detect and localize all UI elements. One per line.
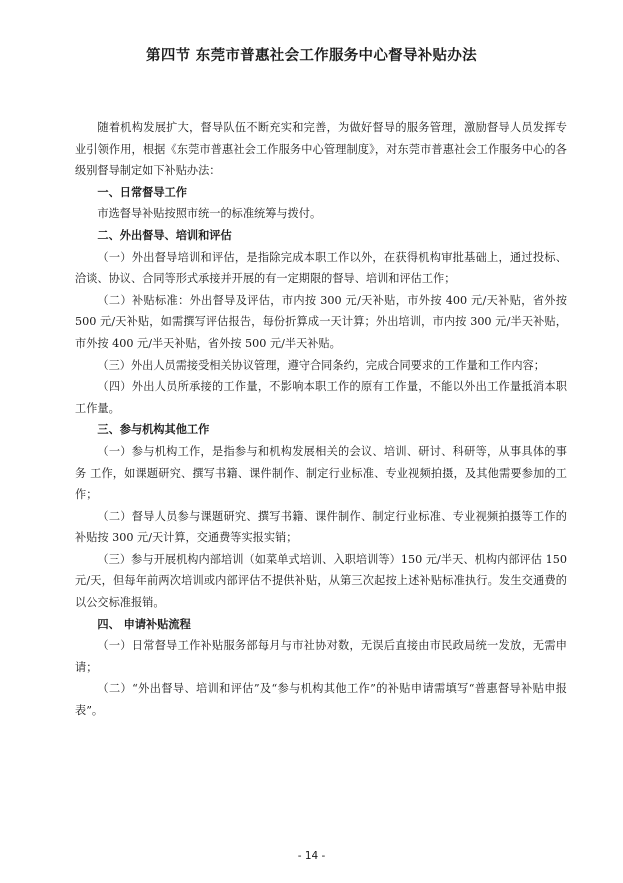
section-paragraph: （三）外出人员需接受相关协议管理，遵守合同条约，完成合同要求的工作量和工作内容； xyxy=(97,358,545,372)
section-heading: 三、参与机构其他工作 xyxy=(97,423,210,437)
section-paragraph: （一）日常督导工作补贴服务部每月与市社协对数，无误后直接由市民政局统一发放，无需申请； xyxy=(75,639,567,674)
section-other-work xyxy=(75,419,567,613)
document-body xyxy=(75,117,567,722)
intro-paragraph: 随着机构发展扩大，督导队伍不断充实和完善，为做好督导的服务管理，激励督导人员发挥专业引领作用，根据《东莞市普惠社会工作服务中心管理制度》，对东莞市普惠社会工作服务中心的各级别督导制定如下补贴办法： xyxy=(75,121,567,178)
section-external-supervision xyxy=(75,225,567,419)
page-number: - 14 - xyxy=(297,850,326,862)
section-paragraph: （二）补贴标准：外出督导及评估，市内按 300 元/天补贴，市外按 400 元/天补贴，省外按 500 元/天补贴，如需撰写评估报告，每份折算成一天计算；外出培训，市内按 300 元/半天补贴，市外按 400 元/半天补贴，省外按 500 元/半天补贴。 xyxy=(75,293,567,350)
section-daily-supervision xyxy=(75,182,567,225)
section-heading: 一、日常督导工作 xyxy=(97,185,187,199)
section-application-process xyxy=(75,614,567,722)
section-paragraph: 市选督导补贴按照市统一的标准统筹与拨付。 xyxy=(97,207,322,221)
section-heading: 四、 申请补贴流程 xyxy=(97,617,191,631)
section-paragraph: （一）外出督导培训和评估，是指除完成本职工作以外，在获得机构审批基础上，通过投标、洽谈、协议、合同等形式承接并开展的有一定期限的督导、培训和评估工作； xyxy=(75,250,567,286)
section-paragraph: （二）督导人员参与课题研究、撰写书籍、课件制作、制定行业标准、专业视频拍摄等工作的补贴按 300 元/天计算，交通费等实报实销； xyxy=(75,509,567,545)
section-paragraph: （二）“外出督导、培训和评估”及“参与机构其他工作”的补贴申请需填写“普惠督导补贴申报表”。 xyxy=(75,682,567,718)
section-paragraph: （四）外出人员所承接的工作量，不影响本职工作的原有工作量，不能以外出工作量抵消本职工作量。 xyxy=(75,380,567,415)
section-paragraph: （三）参与开展机构内部培训（如菜单式培训、入职培训等）150 元/半天、机构内部评估 150 元/天，但每年前两次培训或内部评估不提供补贴，从第三次起按上述补贴标准执行。发生交通费的以公交标准报销。 xyxy=(75,552,567,610)
page-title: 第四节 东莞市普惠社会工作服务中心督导补贴办法 xyxy=(146,48,477,64)
section-paragraph: （一）参与机构工作，是指参与和机构发展相关的会议、培训、研讨、科研等，从事具体的事务 工作，如课题研究、撰写书籍、课件制作、制定行业标准、专业视频拍摄，及其他需要参加的工作； xyxy=(75,444,567,502)
section-heading: 二、外出督导、培训和评估 xyxy=(97,228,232,242)
